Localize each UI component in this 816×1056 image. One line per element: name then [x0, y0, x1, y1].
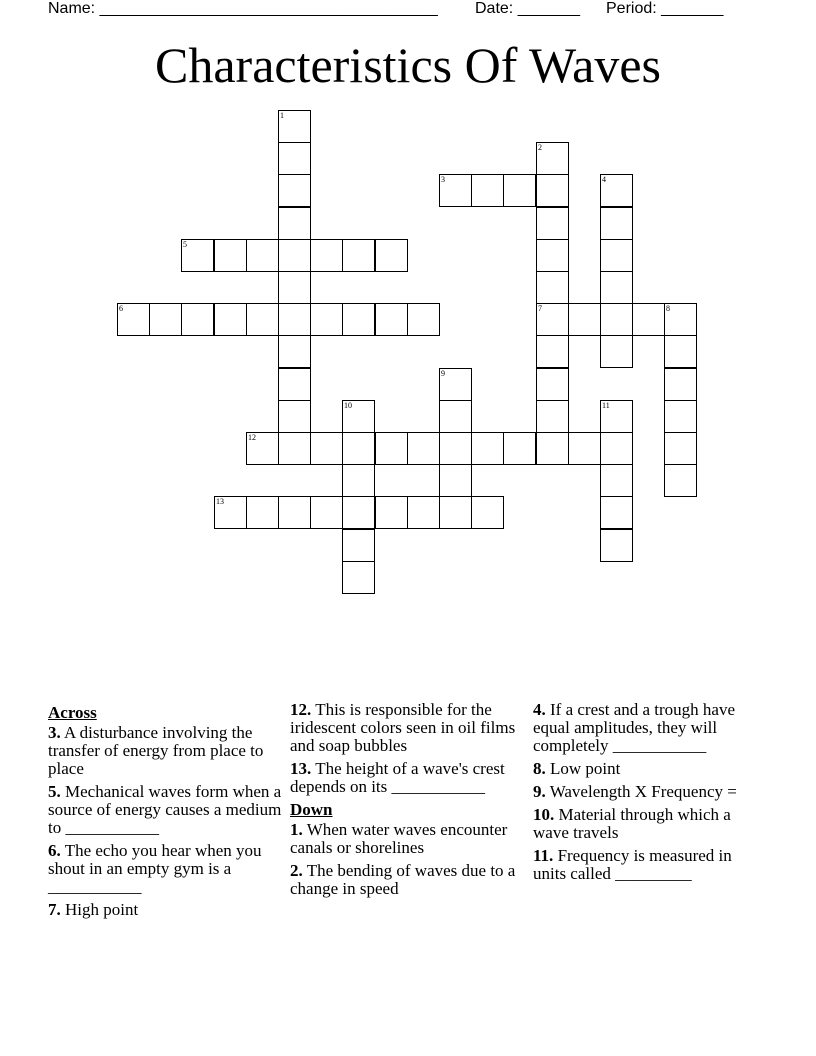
- crossword-cell[interactable]: [407, 496, 440, 529]
- crossword-cell[interactable]: [600, 303, 633, 336]
- date-field: Date: _______: [475, 0, 580, 17]
- crossword-cell[interactable]: [600, 400, 633, 433]
- clue-number: 5: [183, 240, 187, 249]
- crossword-cell[interactable]: [342, 239, 375, 272]
- crossword-cell[interactable]: [600, 335, 633, 368]
- name-field: Name: ______________________________________: [48, 0, 438, 17]
- crossword-cell[interactable]: [536, 303, 569, 336]
- crossword-cell[interactable]: [246, 303, 279, 336]
- crossword-cell[interactable]: [471, 174, 504, 207]
- crossword-cell[interactable]: [536, 400, 569, 433]
- crossword-cell[interactable]: [278, 239, 311, 272]
- crossword-cell[interactable]: [568, 432, 601, 465]
- crossword-cell[interactable]: [214, 303, 247, 336]
- crossword-cell[interactable]: [375, 432, 408, 465]
- crossword-cell[interactable]: [278, 142, 311, 175]
- clue-number: 11: [602, 401, 610, 410]
- crossword-cell[interactable]: [214, 496, 247, 529]
- clue-across-3: 3. A disturbance involving the transfer of energy from place to place: [48, 723, 264, 778]
- clue-number: 12: [248, 433, 256, 442]
- crossword-cell[interactable]: [439, 496, 472, 529]
- crossword-cell[interactable]: [342, 400, 375, 433]
- clue-across-5: 5. Mechanical waves form when a source of energy causes a medium to ___________: [48, 782, 282, 837]
- crossword-cell[interactable]: [568, 303, 601, 336]
- crossword-cell[interactable]: [342, 464, 375, 497]
- down-heading: Down: [290, 800, 333, 819]
- crossword-cell[interactable]: [278, 496, 311, 529]
- crossword-cell[interactable]: [600, 207, 633, 240]
- crossword-cell[interactable]: [503, 174, 536, 207]
- crossword-cell[interactable]: [600, 464, 633, 497]
- clue-across-13: 13. The height of a wave's crest depends on its ___________: [290, 759, 505, 796]
- crossword-cell[interactable]: [214, 239, 247, 272]
- clue-down-9: 9. Wavelength X Frequency =: [533, 782, 737, 801]
- crossword-cell[interactable]: [375, 239, 408, 272]
- clue-down-8: 8. Low point: [533, 759, 621, 778]
- crossword-cell[interactable]: [278, 400, 311, 433]
- crossword-cell[interactable]: [536, 207, 569, 240]
- crossword-cell[interactable]: [278, 368, 311, 401]
- clue-down-1: 1. When water waves encounter canals or shorelines: [290, 820, 508, 857]
- crossword-cell[interactable]: [439, 368, 472, 401]
- clue-down-2: 2. The bending of waves due to a change in speed: [290, 861, 516, 898]
- crossword-cell[interactable]: [536, 271, 569, 304]
- crossword-cell[interactable]: [117, 303, 150, 336]
- crossword-cell[interactable]: [439, 400, 472, 433]
- crossword-cell[interactable]: [664, 303, 697, 336]
- crossword-cell[interactable]: [439, 174, 472, 207]
- clue-down-10: 10. Material through which a wave travels: [533, 805, 731, 842]
- crossword-cell[interactable]: [278, 335, 311, 368]
- clue-across-7: 7. High point: [48, 900, 139, 919]
- clue-across-6: 6. The echo you hear when you shout in an empty gym is a ___________: [48, 841, 262, 896]
- crossword-cell[interactable]: [310, 239, 343, 272]
- crossword-cell[interactable]: [342, 529, 375, 562]
- crossword-cell[interactable]: [375, 496, 408, 529]
- crossword-cell[interactable]: [664, 335, 697, 368]
- clue-number: 8: [666, 304, 670, 313]
- crossword-cell[interactable]: [375, 303, 408, 336]
- crossword-cell[interactable]: [664, 400, 697, 433]
- clue-number: 3: [441, 175, 445, 184]
- crossword-cell[interactable]: [600, 529, 633, 562]
- crossword-cell[interactable]: [536, 368, 569, 401]
- crossword-cell[interactable]: [278, 432, 311, 465]
- clue-number: 4: [602, 175, 606, 184]
- crossword-cell[interactable]: [342, 561, 375, 594]
- crossword-cell[interactable]: [471, 496, 504, 529]
- clue-column-2: [290, 701, 526, 903]
- crossword-cell[interactable]: [342, 432, 375, 465]
- crossword-cell[interactable]: [149, 303, 182, 336]
- crossword-cell[interactable]: [310, 432, 343, 465]
- crossword-cell[interactable]: [664, 464, 697, 497]
- crossword-cell[interactable]: [278, 207, 311, 240]
- clue-number: 2: [538, 143, 542, 152]
- crossword-cell[interactable]: [664, 368, 697, 401]
- clue-number: 7: [538, 304, 542, 313]
- crossword-cell[interactable]: [503, 432, 536, 465]
- crossword-cell[interactable]: [600, 432, 633, 465]
- crossword-cell[interactable]: [536, 335, 569, 368]
- clue-number: 10: [344, 401, 352, 410]
- crossword-cell[interactable]: [278, 174, 311, 207]
- crossword-cell[interactable]: [536, 142, 569, 175]
- clue-column-1: [48, 701, 284, 924]
- crossword-cell[interactable]: [407, 303, 440, 336]
- crossword-cell[interactable]: [407, 432, 440, 465]
- crossword-cell[interactable]: [278, 303, 311, 336]
- crossword-cell[interactable]: [600, 496, 633, 529]
- crossword-cell[interactable]: [181, 239, 214, 272]
- crossword-cell[interactable]: [246, 496, 279, 529]
- clue-number: 1: [280, 111, 284, 120]
- clue-across-12: 12. This is responsible for the iridescent colors seen in oil films and soap bubbles: [290, 700, 516, 755]
- clue-number: 9: [441, 369, 445, 378]
- crossword-cell[interactable]: [600, 271, 633, 304]
- crossword-cell[interactable]: [278, 271, 311, 304]
- crossword-cell[interactable]: [310, 496, 343, 529]
- crossword-cell[interactable]: [439, 432, 472, 465]
- clue-number: 6: [119, 304, 123, 313]
- crossword-cell[interactable]: [536, 174, 569, 207]
- crossword-cell[interactable]: [439, 464, 472, 497]
- page-title: Characteristics Of Waves: [155, 37, 661, 93]
- crossword-cell[interactable]: [536, 239, 569, 272]
- crossword-cell[interactable]: [471, 432, 504, 465]
- crossword-cell[interactable]: [310, 303, 343, 336]
- clue-column-3: [533, 701, 769, 888]
- crossword-cell[interactable]: [536, 432, 569, 465]
- crossword-cell[interactable]: [664, 432, 697, 465]
- crossword-cell[interactable]: [342, 496, 375, 529]
- crossword-cell[interactable]: [181, 303, 214, 336]
- period-field: Period: _______: [606, 0, 724, 17]
- crossword-cell[interactable]: [600, 239, 633, 272]
- crossword-cell[interactable]: [246, 432, 279, 465]
- clue-down-4: 4. If a crest and a trough have equal amplitudes, they will completely ___________: [533, 700, 736, 755]
- crossword-cell[interactable]: [342, 303, 375, 336]
- clue-down-11: 11. Frequency is measured in units called _________: [533, 846, 732, 883]
- crossword-cell[interactable]: [246, 239, 279, 272]
- crossword-cell[interactable]: [632, 303, 665, 336]
- crossword-cell[interactable]: [278, 110, 311, 143]
- crossword-cell[interactable]: [600, 174, 633, 207]
- across-heading: Across: [48, 703, 97, 722]
- clue-number: 13: [216, 497, 224, 506]
